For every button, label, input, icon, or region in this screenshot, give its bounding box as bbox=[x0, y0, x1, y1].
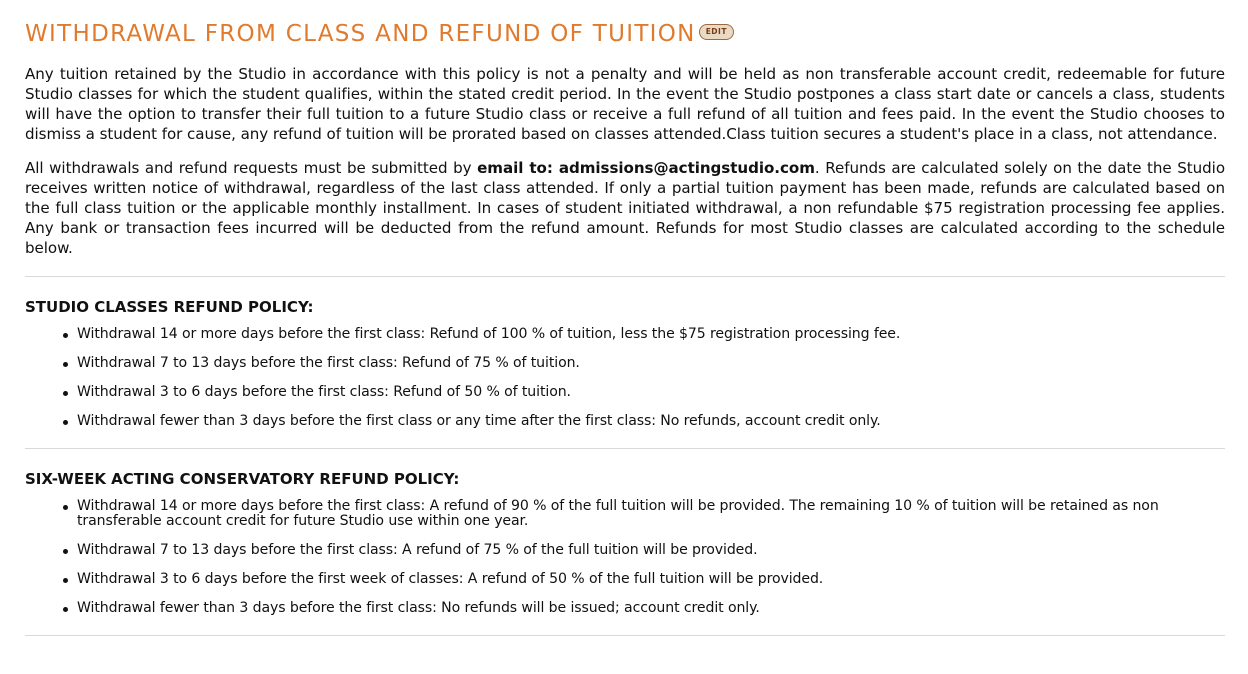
intro-paragraph-2-end: . Refunds are calculated solely on the date the Studio receives written notice of withdrawal, regardless of the last class attended. If only a partial tuition payment has been made, refunds are calculated based on the full class tuition or the applicable monthly installment. In cases of student initiated withdrawal, a non refundable $75 registration processing fee applies. Any bank or transaction fees incurred will be deducted from the refund amount. Refunds for most Studio classes are calculated according to the schedule below. bbox=[25, 159, 1226, 257]
list-item: Withdrawal 7 to 13 days before the first class: Refund of 75 % of tuition. bbox=[77, 356, 1225, 371]
list-item: Withdrawal fewer than 3 days before the first class: No refunds will be issued; account credit only. bbox=[77, 601, 1225, 616]
divider bbox=[25, 276, 1225, 277]
edit-button[interactable]: EDIT bbox=[699, 24, 734, 40]
intro-paragraph-1: Any tuition retained by the Studio in accordance with this policy is not a penalty and will be held as non transferable account credit, redeemable for future Studio classes for which the student qualifies, within the stated credit period. In the event the Studio postpones a class start date or cancels a class, students will have the option to transfer their full tuition to a future Studio class or receive a full refund of all tuition and fees paid. In the event the Studio chooses to dismiss a student for cause, any refund of tuition will be prorated based on classes attended.Class tuition secures a student's place in a class, not attendance. bbox=[25, 65, 1225, 143]
admissions-email: email to: admissions@actingstudio.com bbox=[477, 159, 815, 177]
intro-paragraph-2-start: All withdrawals and refund requests must be submitted by bbox=[25, 159, 478, 177]
list-item: Withdrawal fewer than 3 days before the first class or any time after the first class: No refunds, account credit only. bbox=[77, 414, 1225, 429]
list-item: Withdrawal 7 to 13 days before the first class: A refund of 75 % of the full tuition will be provided. bbox=[77, 543, 1225, 558]
studio-policy-heading: STUDIO CLASSES REFUND POLICY: bbox=[25, 298, 314, 316]
conservatory-policy-list bbox=[25, 499, 1225, 616]
studio-policy-list bbox=[25, 327, 1225, 429]
title-row bbox=[25, 0, 1225, 55]
page-title: WITHDRAWAL FROM CLASS AND REFUND OF TUITION bbox=[25, 21, 696, 47]
conservatory-policy-heading: SIX-WEEK ACTING CONSERVATORY REFUND POLICY: bbox=[25, 470, 460, 488]
divider bbox=[25, 448, 1225, 449]
intro-paragraph-2 bbox=[25, 158, 1225, 258]
list-item: Withdrawal 14 or more days before the first class: Refund of 100 % of tuition, less the $75 registration processing fee. bbox=[77, 327, 1225, 342]
list-item: Withdrawal 3 to 6 days before the first class: Refund of 50 % of tuition. bbox=[77, 385, 1225, 400]
divider bbox=[25, 635, 1225, 636]
list-item: Withdrawal 3 to 6 days before the first week of classes: A refund of 50 % of the full tuition will be provided. bbox=[77, 572, 1225, 587]
list-item: Withdrawal 14 or more days before the first class: A refund of 90 % of the full tuition will be provided. The remaining 10 % of tuition will be retained as non transferable account credit for future Studio use within one year. bbox=[77, 499, 1225, 529]
